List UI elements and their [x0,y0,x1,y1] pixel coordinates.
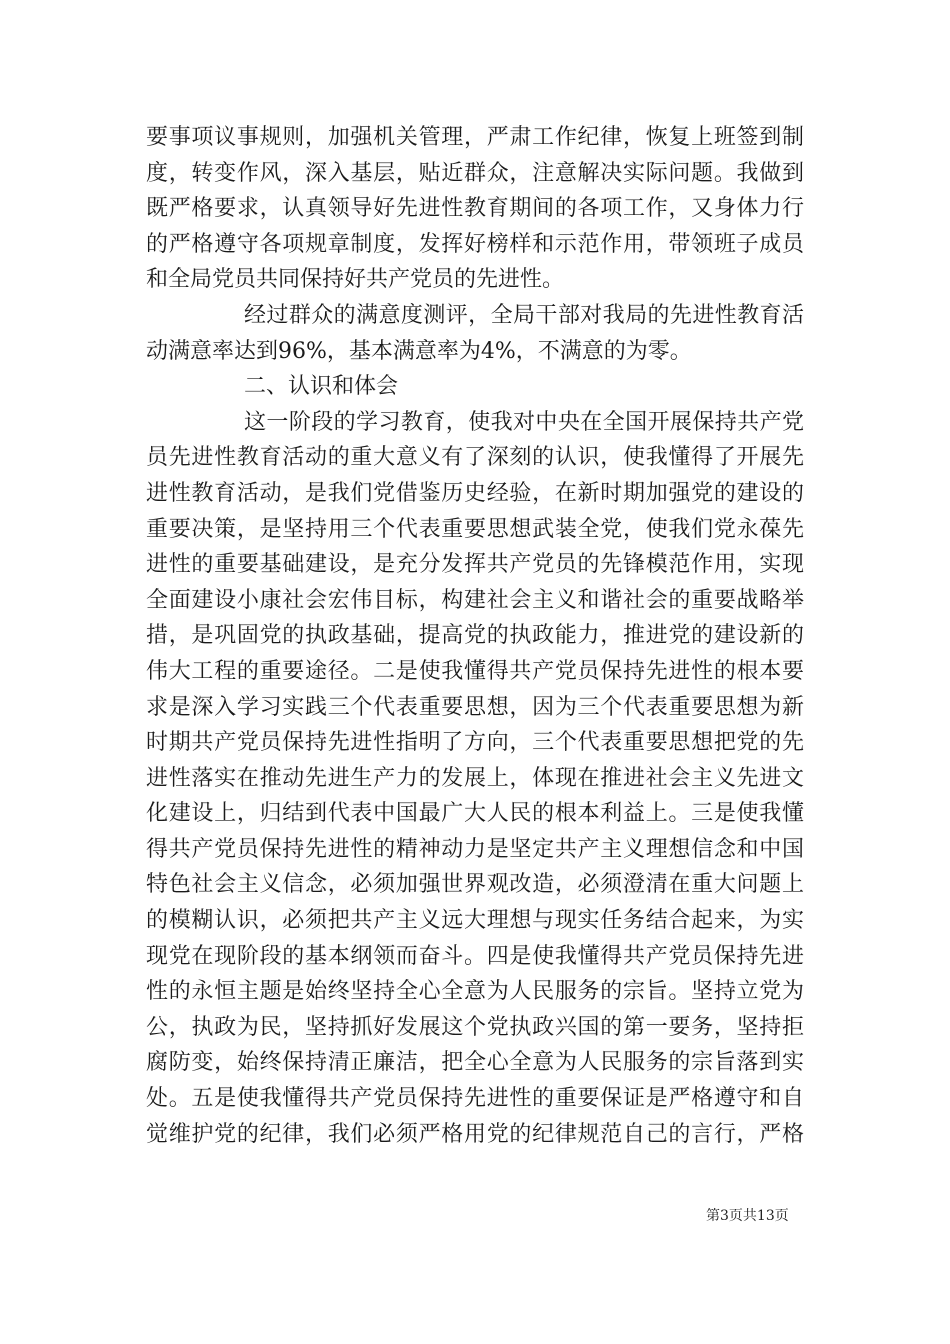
text-line: 度，转变作风，深入基层，贴近群众，注意解决实际问题。我做到 [146,160,804,186]
text-line: 进性的重要基础建设，是充分发挥共产党员的先锋模范作用，实现 [146,552,804,578]
text-line: 员先进性教育活动的重大意义有了深刻的认识，使我懂得了开展先 [146,445,804,471]
text-line: 性的永恒主题是始终坚持全心全意为人民服务的宗旨。坚持立党为 [146,979,804,1005]
text-line: 求是深入学习实践三个代表重要思想，因为三个代表重要思想为新 [146,694,804,720]
text-line: 处。五是使我懂得共产党员保持先进性的重要保证是严格遵守和自 [146,1086,804,1112]
body-text [146,120,804,1152]
text-line: 腐防变，始终保持清正廉洁，把全心全意为人民服务的宗旨落到实 [146,1050,804,1076]
text-line: 这一阶段的学习教育，使我对中央在全国开展保持共产党 [244,409,804,435]
text-line: 要事项议事规则，加强机关管理，严肃工作纪律，恢复上班签到制 [146,125,804,150]
text-line: 经过群众的满意度测评，全局干部对我局的先进性教育活 [244,302,804,328]
text-line: 现党在现阶段的基本纲领而奋斗。四是使我懂得共产党员保持先进 [146,943,804,969]
text-line: 全面建设小康社会宏伟目标，构建社会主义和谐社会的重要战略举 [146,587,804,613]
text-line: 公，执政为民，坚持抓好发展这个党执政兴国的第一要务，坚持拒 [146,1014,804,1040]
text-line: 的严格遵守各项规章制度，发挥好榜样和示范作用，带领班子成员 [146,231,804,257]
text-line: 措，是巩固党的执政基础，提高党的执政能力，推进党的建设新的 [146,623,804,649]
text-line: 得共产党员保持先进性的精神动力是坚定共产主义理想信念和中国 [146,836,804,862]
text-line: 进性落实在推动先进生产力的发展上，体现在推进社会主义先进文 [146,765,804,791]
text-line: 既严格要求，认真领导好先进性教育期间的各项工作，又身体力行 [146,196,804,222]
text-line: 重要决策，是坚持用三个代表重要思想武装全党，使我们党永葆先 [146,516,804,542]
text-line: 伟大工程的重要途径。二是使我懂得共产党员保持先进性的根本要 [146,658,804,684]
page-number-footer: 第3页共13页 [706,1208,789,1224]
text-line: 时期共产党员保持先进性指明了方向，三个代表重要思想把党的先 [146,730,804,756]
text-line: 特色社会主义信念，必须加强世界观改造，必须澄清在重大问题上 [146,872,804,898]
text-line: 动满意率达到96%，基本满意率为4%，不满意的为零。 [146,338,692,364]
text-line: 的模糊认识，必须把共产主义远大理想与现实任务结合起来，为实 [146,908,804,934]
text-line: 化建设上，归结到代表中国最广大人民的根本利益上。三是使我懂 [146,801,804,827]
text-line: 觉维护党的纪律，我们必须严格用党的纪律规范自己的言行，严格 [146,1121,804,1147]
section-heading: 二、认识和体会 [244,374,399,400]
text-line: 和全局党员共同保持好共产党员的先进性。 [146,267,565,293]
text-line: 进性教育活动，是我们党借鉴历史经验，在新时期加强党的建设的 [146,480,804,506]
